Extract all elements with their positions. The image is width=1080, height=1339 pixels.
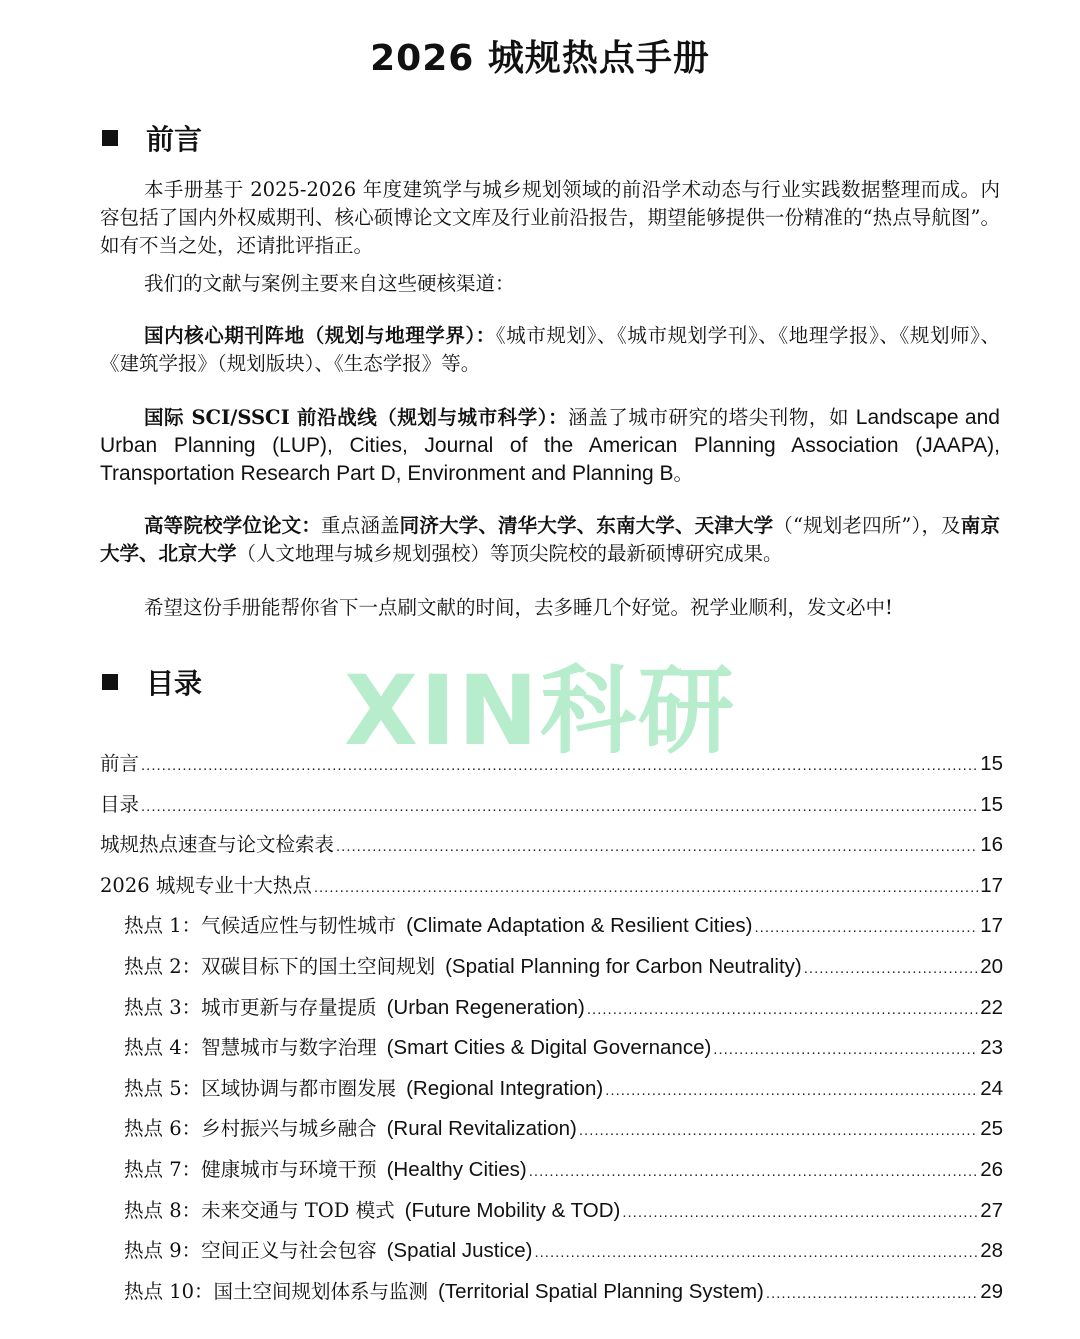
domestic-journals-list: 《城市规划》、《城市规划学刊》、《地理学报》、《规划师》、《建筑学报》（规划版块）、《生态学报》等。	[100, 324, 1000, 375]
toc-leader	[534, 1239, 978, 1267]
toc-leader	[336, 833, 978, 861]
toc-leader	[754, 914, 978, 942]
toc-leader	[529, 1158, 978, 1186]
international-journals-intro: 涵盖了城市研究的塔尖刊物，如	[568, 406, 850, 429]
toc-leader	[766, 1280, 978, 1308]
toc-entry-english: (Climate Adaptation & Resilient Cities)	[406, 914, 753, 938]
preface-paragraph-1: 本手册基于 2025-2026 年度建筑学与城乡规划领域的前沿学术动态与行业实践数据整理而成。内容包括了国内外权威期刊、核心硕博论文文库及行业前沿报告，期望能够提供一份精准的“热点导航图”。如有不当之处，还请批评指正。	[100, 178, 1000, 257]
toc-entry-hotspot-3[interactable]	[100, 994, 1003, 1035]
toc-entry-hotspot-4[interactable]	[100, 1034, 1003, 1075]
toc-entry-label: 热点 7：健康城市与环境干预	[124, 1157, 377, 1181]
toc-heading-text: 目录	[146, 667, 203, 700]
table-of-contents	[100, 750, 1003, 1318]
toc-page-number: 26	[980, 1157, 1003, 1181]
toc-entry-hotspot-2[interactable]	[100, 953, 1003, 994]
toc-entry-english: (Regional Integration)	[406, 1076, 604, 1100]
toc-page-number: 23	[980, 1036, 1003, 1060]
preface-heading	[102, 118, 202, 158]
toc-page-number: 22	[980, 995, 1003, 1019]
toc-leader	[622, 1199, 978, 1227]
toc-entry-english: (Healthy Cities)	[386, 1157, 527, 1181]
preface-heading-text: 前言	[146, 123, 203, 156]
toc-entry-english: (Spatial Planning for Carbon Neutrality)	[445, 954, 802, 978]
toc-entry-english: (Rural Revitalization)	[386, 1117, 577, 1141]
toc-entry[interactable]	[100, 831, 1003, 872]
square-bullet-icon	[102, 674, 118, 690]
theses-universities-1: 同济大学、清华大学、东南大学、天津大学	[399, 514, 774, 537]
toc-entry-english: (Urban Regeneration)	[386, 995, 585, 1019]
toc-page-number: 24	[980, 1076, 1003, 1100]
toc-page-number: 15	[980, 792, 1003, 816]
toc-leader	[141, 793, 978, 821]
preface-paragraph-domestic-journals	[100, 322, 1000, 378]
international-journals-list: Landscape and Urban Planning (LUP), Cities, Journal of the American Planning Association (JAAPA), Transportation Research Part D, Environment and Planning B	[100, 406, 1000, 485]
toc-page-number: 17	[980, 914, 1003, 938]
theses-universities-2: 南京大学、北京大学	[100, 514, 1000, 565]
toc-entry-label: 热点 5：区域协调与都市圈发展	[124, 1076, 397, 1100]
toc-entry-label: 目录	[100, 792, 140, 816]
toc-entry-hotspot-7[interactable]	[100, 1156, 1003, 1197]
toc-entry-hotspot-10[interactable]	[100, 1278, 1003, 1319]
toc-leader	[804, 955, 978, 983]
theses-text-a: 重点涵盖	[320, 514, 400, 537]
toc-page-number: 29	[980, 1279, 1003, 1303]
toc-page-number: 25	[980, 1117, 1003, 1141]
preface-paragraph-closing: 希望这份手册能帮你省下一点刷文献的时间，去多睡几个好觉。祝学业顺利，发文必中!	[144, 596, 893, 619]
square-bullet-icon	[102, 130, 118, 146]
toc-page-number: 20	[980, 954, 1003, 978]
toc-leader	[605, 1077, 978, 1105]
toc-entry-hotspot-9[interactable]	[100, 1237, 1003, 1278]
toc-page-number: 27	[980, 1198, 1003, 1222]
toc-entry-english: (Territorial Spatial Planning System)	[438, 1279, 764, 1303]
toc-entry-label: 前言	[100, 752, 140, 775]
toc-entry-label: 热点 10：国土空间规划体系与监测	[124, 1279, 429, 1303]
preface-paragraph-international-journals	[100, 404, 1000, 488]
toc-leader	[314, 874, 978, 902]
international-journals-end: 。	[673, 462, 694, 485]
toc-page-number: 16	[980, 833, 1003, 857]
toc-entry-hotspot-5[interactable]	[100, 1075, 1003, 1116]
toc-page-number: 28	[980, 1239, 1003, 1263]
toc-entry-english: (Smart Cities & Digital Governance)	[386, 1036, 712, 1060]
toc-heading	[102, 662, 202, 702]
toc-entry-label: 热点 6：乡村振兴与城乡融合	[124, 1117, 377, 1141]
preface-paragraph-theses	[100, 512, 1000, 568]
toc-page-number: 17	[980, 873, 1003, 897]
toc-entry[interactable]	[100, 791, 1003, 832]
international-journals-label: 国际 SCI/SSCI 前沿战线（规划与城市科学）：	[144, 406, 569, 429]
toc-entry-label: 热点 3：城市更新与存量提质	[124, 995, 377, 1019]
toc-entry[interactable]	[100, 750, 1003, 791]
toc-leader	[713, 1036, 978, 1064]
domestic-journals-label: 国内核心期刊阵地（规划与地理学界）：	[144, 324, 496, 347]
toc-entry[interactable]	[100, 872, 1003, 913]
toc-entry-english: (Future Mobility & TOD)	[404, 1198, 621, 1222]
toc-entry-label: 热点 2：双碳目标下的国土空间规划	[124, 954, 436, 978]
toc-leader	[587, 996, 978, 1024]
toc-entry-label: 热点 8：未来交通与 TOD 模式	[124, 1198, 395, 1222]
toc-entry-label: 热点 9：空间正义与社会包容	[124, 1239, 377, 1263]
watermark: XIN科研	[343, 654, 737, 767]
toc-page-number: 15	[980, 752, 1003, 775]
page-title: 2026 城规热点手册	[370, 38, 710, 79]
toc-entry-hotspot-8[interactable]	[100, 1197, 1003, 1238]
toc-entry-label: 2026 城规专业十大热点	[100, 873, 312, 897]
toc-leader	[141, 752, 978, 780]
theses-text-c: （人文地理与城乡规划强校）等顶尖院校的最新硕博研究成果。	[236, 542, 783, 565]
toc-entry-hotspot-6[interactable]	[100, 1115, 1003, 1156]
theses-label: 高等院校学位论文：	[144, 514, 321, 537]
toc-entry-label: 热点 1：气候适应性与韧性城市	[124, 914, 397, 938]
toc-entry-label: 城规热点速查与论文检索表	[100, 833, 335, 857]
preface-paragraph-2: 我们的文献与案例主要来自这些硬核渠道：	[144, 272, 515, 295]
toc-leader	[579, 1117, 978, 1145]
toc-entry-english: (Spatial Justice)	[386, 1239, 533, 1263]
theses-text-b: （“规划老四所”），及	[773, 514, 961, 537]
toc-entry-hotspot-1[interactable]	[100, 912, 1003, 953]
toc-entry-label: 热点 4：智慧城市与数字治理	[124, 1036, 377, 1060]
